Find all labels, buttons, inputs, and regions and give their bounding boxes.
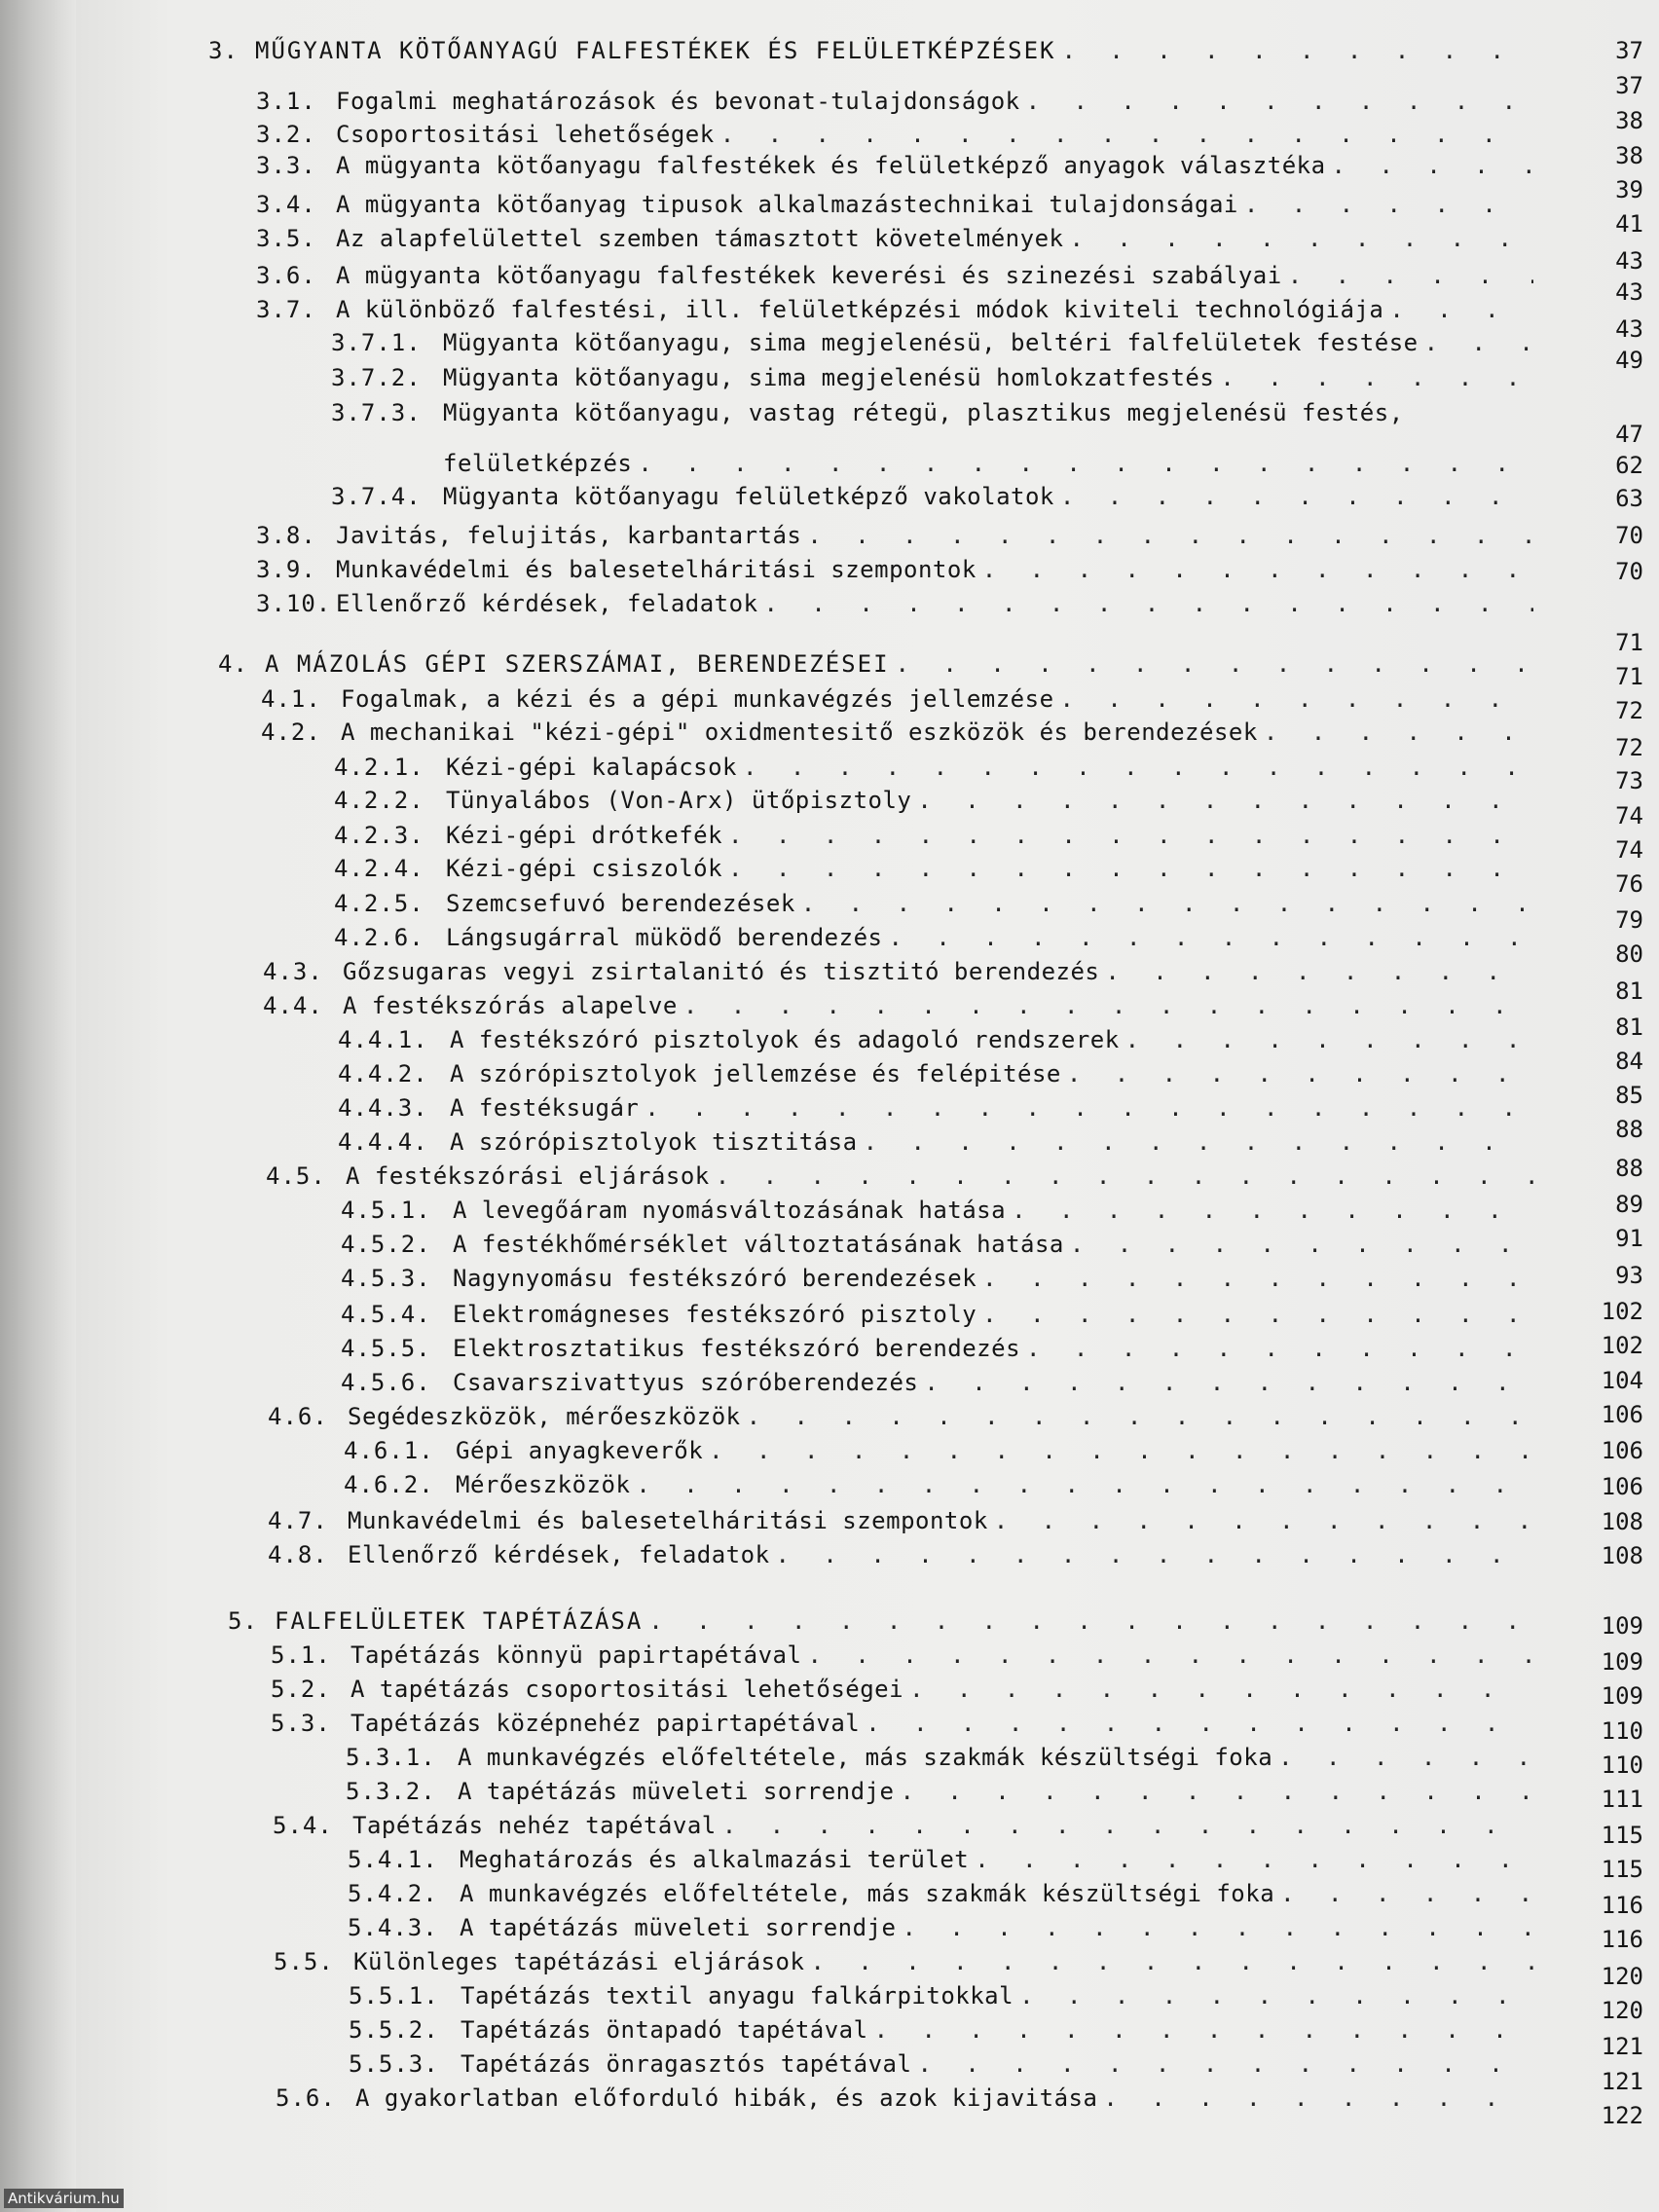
dot-leader [902,1911,1533,1944]
toc-entry [460,1877,1533,1910]
dot-leader [864,1125,1533,1159]
toc-page-number: 121 [1601,2033,1643,2060]
toc-title: FALFELÜLETEK TAPÉTÁZÁSA [275,1607,644,1635]
toc-title: Javitás, felujitás, karbantartás [336,522,802,549]
dot-leader [1278,1741,1533,1774]
toc-title: A szórópisztolyok tisztitása [450,1128,858,1156]
toc-title: A mechanikai "kézi-gépi" oxidmentesitő eszközök és berendezések [341,719,1258,746]
toc-page-number: 80 [1615,940,1643,968]
toc-number: 3.8. [256,522,316,549]
watermark: Antikvárium.hu [4,2189,124,2208]
toc-number: 4.2.3. [334,822,424,849]
toc-number: 3.1. [256,88,316,115]
toc-title: A tapétázás müveleti sorrendje [458,1778,895,1805]
toc-title: Gépi anyagkeverők [456,1437,704,1464]
toc-title: A MÁZOLÁS GÉPI SZERSZÁMAI, BERENDEZÉSEI [265,650,890,678]
toc-number: 4.5.3. [341,1265,431,1292]
toc-entry [461,2013,1533,2046]
toc-number: 4.5.1. [341,1197,431,1224]
toc-entry [350,1707,1533,1740]
toc-entry [443,326,1533,359]
toc-entry [336,188,1533,221]
dot-leader [716,1160,1533,1193]
dot-leader [1125,1023,1533,1056]
toc-number: 4.6. [268,1403,328,1430]
toc-title: Mügyanta kötőanyagu, vastag rétegü, plasztikus megjelenésü festés, [443,399,1404,426]
toc-number: 5.4.1. [348,1846,438,1873]
toc-page-number: 43 [1615,315,1643,343]
toc-entry [341,716,1533,749]
toc-entry [446,819,1533,852]
toc-number: 5.5.2. [349,2016,439,2044]
dot-leader [1389,293,1533,326]
dot-leader [982,1262,1533,1295]
toc-entry [350,1673,1533,1706]
toc-entry [336,222,1533,255]
toc-page-number: 84 [1615,1048,1643,1075]
toc-entry [346,1160,1533,1193]
toc-title: Gőzsugaras vegyi zsirtalanitó és tisztitó berendezés [343,958,1100,985]
dot-leader [888,921,1533,954]
toc-number: 4.1. [261,685,321,713]
toc-page-number: 72 [1615,734,1643,761]
toc-entry [348,1504,1533,1537]
toc-entry [446,887,1533,920]
dot-leader [728,819,1533,852]
toc-title: A munkavégzés előfeltétele, más szakmák készültségi foka [460,1880,1275,1907]
dot-leader [743,751,1533,784]
toc-entry [336,293,1533,326]
dot-leader [807,1639,1533,1672]
toc-entry [336,519,1533,552]
toc-title: Tapétázás textil anyagu falkárpitokkal [461,1982,1014,2009]
toc-chapter [255,34,1533,67]
toc-number: 5.3.2. [346,1778,436,1805]
toc-page-number: 70 [1615,522,1643,549]
toc-entry [453,1366,1533,1399]
toc-entry [461,2047,1533,2081]
toc-entry [341,682,1533,716]
toc-title: Munkavédelmi és balesetelháritási szempontok [348,1507,988,1534]
toc-title: A festékhőmérséklet változtatásának hatása [453,1231,1064,1258]
toc-title: Elektromágneses festékszóró pisztoly [453,1301,977,1328]
toc-title: Fogalmi meghatározások és bevonat-tulajdonságok [336,88,1020,115]
toc-number: 4.4.3. [338,1094,428,1122]
toc-number: 4.4.2. [338,1060,428,1088]
dot-leader [801,887,1533,920]
toc-entry [336,259,1533,292]
toc-page-number: 102 [1601,1298,1643,1325]
toc-page-number: 106 [1601,1437,1643,1464]
toc-page-number: 49 [1615,347,1643,374]
toc-title: Mügyanta kötőanyagu, sima megjelenésü, beltéri falfelületek festése [443,329,1419,356]
toc-number: 4.6.2. [344,1471,434,1498]
toc-page-number: 104 [1601,1367,1643,1394]
toc-page-number: 71 [1615,663,1643,690]
toc-entry [450,1057,1533,1090]
dot-leader [1332,149,1533,182]
toc-entry [458,1775,1533,1808]
toc-page-number: 70 [1615,558,1643,585]
toc-page-number: 39 [1615,176,1643,203]
toc-page-number: 37 [1615,37,1643,64]
toc-title: A mügyanta kötőanyag tipusok alkalmazástechnikai tulajdonságai [336,191,1238,218]
toc-title: Kézi-gépi drótkefék [446,822,723,849]
toc-title: Nagynyomásu festékszóró berendezések [453,1265,977,1292]
toc-number: 4.4. [263,992,323,1019]
toc-title: Kézi-gépi csiszolók [446,855,723,882]
toc-number: 3. [208,37,239,64]
toc-entry [336,118,1533,151]
dot-leader [994,1504,1533,1537]
toc-title: Tapétázás középnehéz papirtapétával [350,1710,861,1737]
toc-page-number: 71 [1615,629,1643,656]
dot-leader [1288,259,1533,292]
toc-page-number: 111 [1601,1786,1643,1813]
toc-title: A festékszórás alapelve [343,992,678,1019]
toc-chapter [265,647,1533,681]
toc-page-number: 120 [1601,1997,1643,2024]
dot-leader [982,553,1533,586]
toc-number: 4.2. [261,719,321,746]
dot-leader [683,989,1533,1022]
toc-page-number: 47 [1615,421,1643,448]
toc-page-number: 74 [1615,836,1643,864]
toc-number: 5.4. [273,1812,333,1839]
toc-number: 4. [218,650,248,678]
toc-number: 3.7. [256,296,316,323]
toc-title: A festékszóró pisztolyok és adagoló rendszerek [450,1026,1120,1053]
toc-title: A különböző falfestési, ill. felületképzési módok kiviteli technológiája [336,296,1384,323]
toc-number: 4.2.1. [334,754,424,781]
toc-title: Az alapfelülettel szemben támasztott követelmények [336,225,1064,252]
toc-title: Fogalmak, a kézi és a gépi munkavégzés jellemzése [341,685,1054,713]
toc-number: 5.6. [276,2084,336,2112]
toc-title: Munkavédelmi és balesetelháritási szempontok [336,556,977,583]
toc-entry [353,1945,1533,1978]
dot-leader [1060,682,1533,716]
toc-entry [446,784,1533,817]
toc-entry [460,1843,1533,1876]
toc-title: A szórópisztolyok jellemzése és felépitése [450,1060,1061,1088]
toc-title: Elektrosztatikus festékszóró berendezés [453,1335,1021,1362]
toc-entry [336,85,1533,118]
toc-entry [450,1023,1533,1056]
dot-leader [1070,1228,1533,1261]
toc-entry [461,1979,1533,2012]
toc-number: 3.9. [256,556,316,583]
toc-page-number: 72 [1615,697,1643,724]
toc-page-number: 81 [1615,1014,1643,1041]
toc-entry [446,751,1533,784]
toc-number: 3.7.4. [331,483,422,510]
toc-title: Segédeszközök, mérőeszközök [348,1403,741,1430]
toc-title-continued: felületképzés [443,450,633,477]
toc-page-number: 76 [1615,870,1643,898]
dot-leader [900,1775,1533,1808]
toc-number: 3.7.1. [331,329,422,356]
toc-number: 3.5. [256,225,316,252]
toc-number: 4.5.5. [341,1335,431,1362]
toc-page-number: 62 [1615,452,1643,479]
toc-number: 4.5.2. [341,1231,431,1258]
dot-leader [917,784,1533,817]
toc-number: 3.7.3. [331,399,422,426]
dot-leader [747,1400,1533,1433]
toc-number: 4.4.4. [338,1128,428,1156]
dot-leader [1264,716,1533,749]
toc-page-number: 74 [1615,802,1643,830]
dot-leader [1012,1194,1533,1227]
dot-leader [1067,1057,1533,1090]
toc-number: 4.2.5. [334,890,424,917]
toc-page-number: 38 [1615,107,1643,134]
toc-number: 3.7.2. [331,364,422,391]
toc-number: 4.5. [266,1162,326,1190]
dot-leader [866,1707,1533,1740]
toc-entry [348,1538,1533,1571]
toc-title: Meghatározás és alkalmazási terület [460,1846,970,1873]
toc-entry [350,1639,1533,1672]
toc-page-number: 121 [1601,2068,1643,2095]
toc-page-number: 91 [1615,1225,1643,1252]
toc-number: 5.3. [271,1710,331,1737]
toc-entry [453,1298,1533,1331]
dot-leader [1103,2082,1533,2115]
toc-title: A festékszórási eljárások [346,1162,710,1190]
toc-number: 4.2.4. [334,855,424,882]
toc-entry [460,1911,1533,1944]
toc-page-number: 43 [1615,247,1643,275]
toc-page-number: 116 [1601,1892,1643,1919]
toc-title: Tapétázás önragasztós tapétával [461,2050,912,2078]
toc-number: 4.4.1. [338,1026,428,1053]
toc-number: 5.4.3. [348,1914,438,1941]
toc-number: 5.5.3. [349,2050,439,2078]
toc-number: 5.4.2. [348,1880,438,1907]
dot-leader [638,447,1533,480]
dot-leader [917,2047,1533,2081]
dot-leader [648,1604,1533,1638]
dot-leader [1026,1332,1533,1365]
toc-title: MŰGYANTA KÖTŐANYAGÚ FALFESTÉKEK ÉS FELÜLETKÉPZÉSEK [255,37,1056,64]
dot-leader [636,1468,1533,1501]
toc-page-number: 108 [1601,1542,1643,1569]
toc-entry [343,989,1533,1022]
toc-page-number: 93 [1615,1262,1643,1289]
toc-title: Tünyalábos (Von-Arx) ütőpisztoly [446,787,912,814]
toc-title: Tapétázás nehéz tapétával [352,1812,717,1839]
toc-page-number: 110 [1601,1717,1643,1745]
toc-number: 3.2. [256,121,316,148]
dot-leader [982,1298,1533,1331]
toc-entry [443,396,1441,429]
toc-number: 3.6. [256,262,316,289]
toc-title: A tapétázás csoportositási lehetőségei [350,1676,904,1703]
toc-entry [336,149,1533,182]
toc-number: 5.5. [274,1948,334,1975]
dot-leader [728,852,1533,885]
toc-title: Ellenőrző kérdések, feladatok [348,1541,770,1568]
dot-leader [975,1843,1533,1876]
dot-leader [924,1366,1533,1399]
toc-title: Lángsugárral müködő berendezés [446,924,883,951]
toc-page-number: 102 [1601,1332,1643,1359]
dot-leader [1060,480,1533,513]
dot-leader [909,1673,1533,1706]
toc-number: 3.4. [256,191,316,218]
toc-number: 5.1. [271,1641,331,1669]
toc-entry [348,1400,1533,1433]
toc-chapter [275,1604,1533,1638]
toc-page-number: 109 [1601,1682,1643,1710]
dot-leader [709,1434,1533,1467]
toc-entry [443,480,1533,513]
toc-page-number: 115 [1601,1822,1643,1849]
toc-number: 4.3. [263,958,323,985]
dot-leader [1280,1877,1533,1910]
dot-leader [645,1091,1533,1124]
toc-number: 4.6.1. [344,1437,434,1464]
toc-page-number: 89 [1615,1191,1643,1218]
toc-page-number: 122 [1601,2102,1643,2129]
toc-page-number: 85 [1615,1082,1643,1109]
dot-leader [764,587,1533,620]
toc-entry [456,1468,1533,1501]
toc-entry [456,1434,1533,1467]
dot-leader [722,1809,1533,1842]
toc-entry [453,1228,1533,1261]
toc-page-number: 43 [1615,278,1643,306]
toc-page-number: 37 [1615,72,1643,99]
toc-title: Csoportositási lehetőségek [336,121,715,148]
toc-number: 3.3. [256,152,316,179]
toc-page-number: 109 [1601,1612,1643,1640]
toc-title: Szemcsefuvó berendezések [446,890,795,917]
toc-page-number: 120 [1601,1963,1643,1990]
dot-leader [776,1538,1533,1571]
dot-leader [810,1945,1533,1978]
dot-leader [896,647,1533,681]
toc-number: 5. [228,1607,258,1635]
toc-page-number: 115 [1601,1856,1643,1883]
toc-number: 4.7. [268,1507,328,1534]
toc-entry [336,553,1533,586]
toc-page-number: 38 [1615,142,1643,169]
toc-number: 4.2.6. [334,924,424,951]
toc-entry [343,955,1533,988]
toc-entry [453,1332,1533,1365]
dot-leader [1026,85,1533,118]
toc-number: 4.5.6. [341,1369,431,1396]
toc-title: Mügyanta kötőanyagu felületképző vakolatok [443,483,1054,510]
toc-page-number: 88 [1615,1155,1643,1182]
toc-page-number: 81 [1615,977,1643,1005]
toc-title: A festéksugár [450,1094,640,1122]
toc-entry-continuation [443,447,1533,480]
toc-title: Különleges tapétázási eljárások [353,1948,805,1975]
toc-number: 4.2.2. [334,787,424,814]
toc-title: A gyakorlatban előforduló hibák, és azok kijavitása [355,2084,1098,2112]
toc-entry [450,1091,1533,1124]
toc-title: Tapétázás öntapadó tapétával [461,2016,868,2044]
toc-number: 5.2. [271,1676,331,1703]
dot-leader [720,118,1533,151]
toc-title: Mügyanta kötőanyagu, sima megjelenésü homlokzatfestés [443,364,1215,391]
toc-entry [336,587,1533,620]
toc-page-number: 116 [1601,1926,1643,1953]
dot-leader [1105,955,1533,988]
toc-entry [453,1194,1533,1227]
toc-page-number: 79 [1615,906,1643,934]
dot-leader [807,519,1533,552]
toc-number: 3.10. [256,590,332,617]
toc-number: 5.3.1. [346,1744,436,1771]
toc-entry [352,1809,1533,1842]
toc-title: A tapétázás müveleti sorrendje [460,1914,897,1941]
dot-leader [1061,34,1533,67]
toc-title: Mérőeszközök [456,1471,631,1498]
toc-page-number: 63 [1615,485,1643,512]
toc-entry [443,361,1533,394]
toc-entry [453,1262,1533,1295]
toc-entry [446,852,1533,885]
toc-title: A levegőáram nyomásváltozásának hatása [453,1197,1007,1224]
toc-page-number: 106 [1601,1401,1643,1428]
dot-leader [1424,326,1533,359]
toc-number: 4.5.4. [341,1301,431,1328]
toc-page-number: 109 [1601,1648,1643,1676]
toc-page-number: 106 [1601,1473,1643,1500]
toc-title: A munkavégzés előfeltétele, más szakmák készültségi foka [458,1744,1273,1771]
toc-page-number: 88 [1615,1116,1643,1143]
toc-page-number: 41 [1615,210,1643,238]
toc-page-number: 73 [1615,767,1643,794]
toc-title: Ellenőrző kérdések, feladatok [336,590,758,617]
dot-leader [1220,361,1533,394]
toc-title: Tapétázás könnyü papirtapétával [350,1641,802,1669]
dot-leader [1069,222,1533,255]
toc-title: A mügyanta kötőanyagu falfestékek és felületképző anyagok választéka [336,152,1326,179]
toc-title: Csavarszivattyus szóróberendezés [453,1369,919,1396]
toc-entry [450,1125,1533,1159]
toc-entry [355,2082,1533,2115]
dot-leader [1244,188,1533,221]
toc-page-number: 110 [1601,1751,1643,1779]
dot-leader [1019,1979,1533,2012]
toc-page-number: 108 [1601,1508,1643,1535]
dot-leader [874,2013,1533,2046]
toc-title: Kézi-gépi kalapácsok [446,754,737,781]
toc-number: 5.5.1. [349,1982,439,2009]
toc-number: 4.8. [268,1541,328,1568]
toc-entry [458,1741,1533,1774]
toc-entry [446,921,1533,954]
toc-title: A mügyanta kötőanyagu falfestékek keverési és szinezési szabályai [336,262,1282,289]
